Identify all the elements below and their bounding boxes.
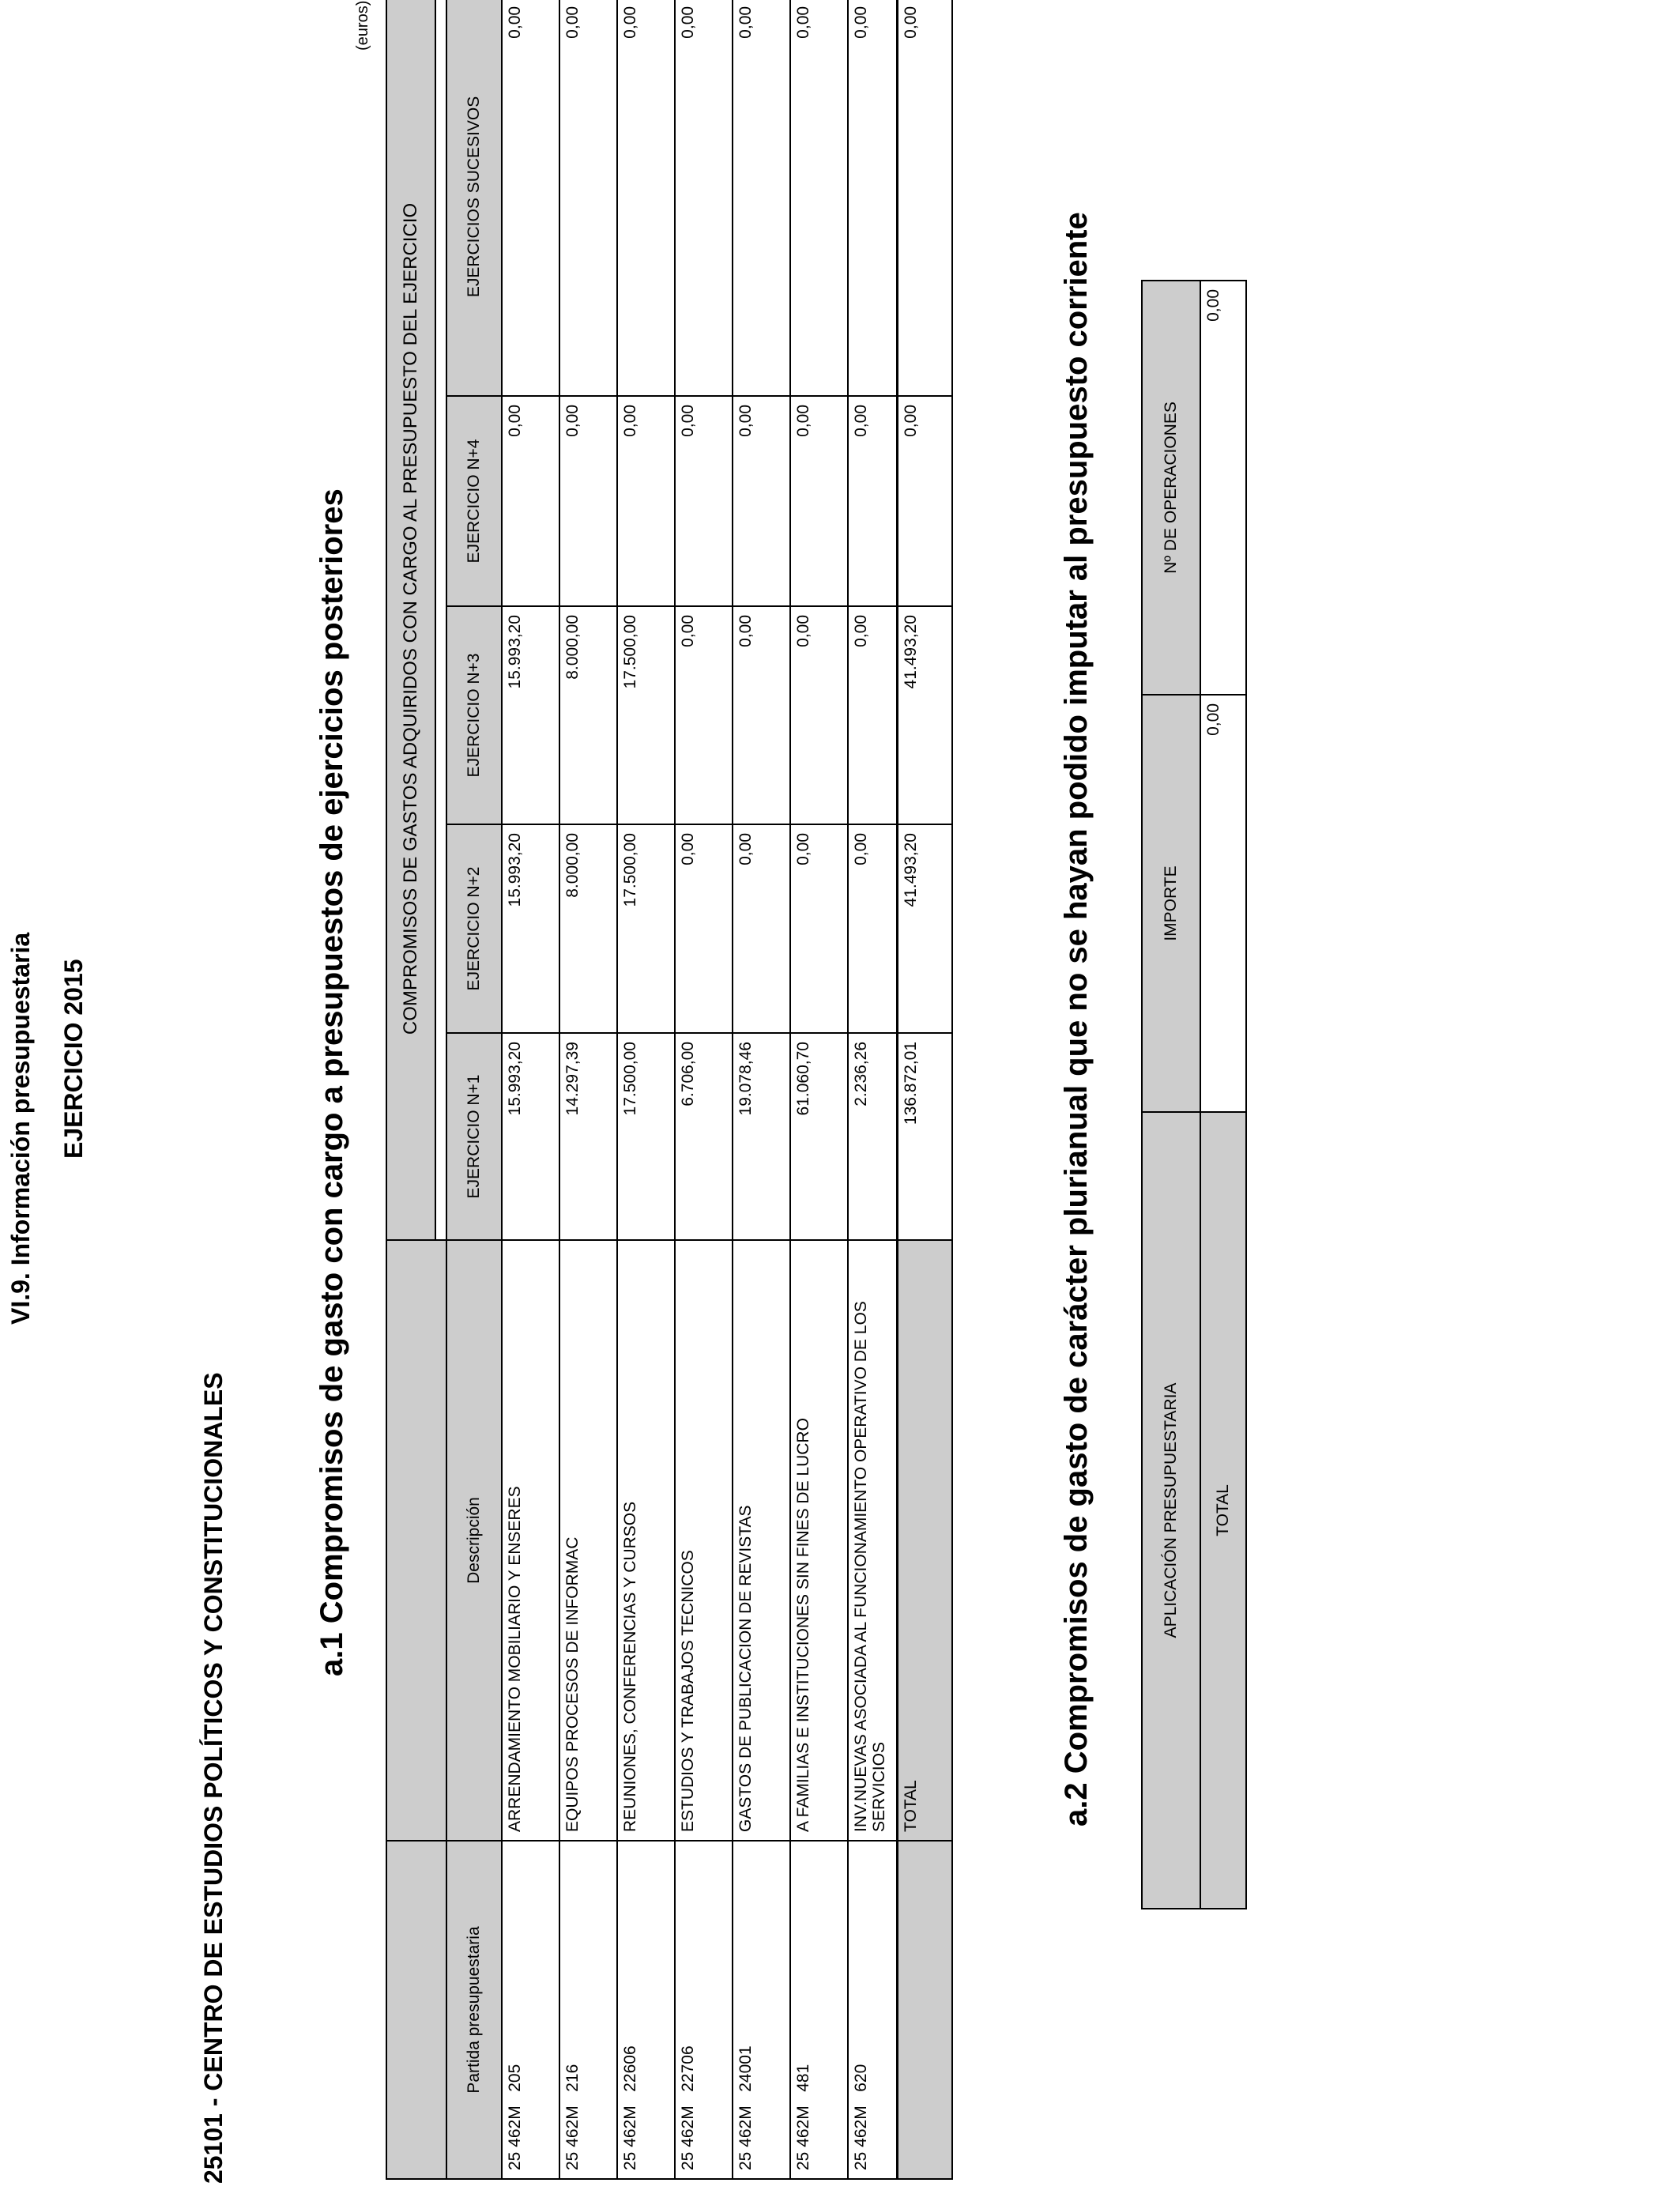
header-n1: EJERCICIO N+1 [446, 1033, 502, 1240]
header-n4: EJERCICIO N+4 [446, 396, 502, 606]
n3-cell: 0,00 [733, 606, 790, 824]
table-row [848, 0, 897, 2179]
partida-cell: 25 462M 481 [790, 1841, 848, 2179]
total-n2: 41.493,20 [897, 824, 952, 1033]
n4-cell: 0,00 [502, 396, 559, 606]
n2-cell: 17.500,00 [617, 824, 675, 1033]
n1-cell: 15.993,20 [502, 1033, 559, 1240]
header-n3: EJERCICIO N+3 [446, 606, 502, 824]
organismo-title: 25101 - CENTRO DE ESTUDIOS POLÍTICOS Y CONSTITUCIONALES [199, 1372, 228, 2184]
descripcion-cell: REUNIONES, CONFERENCIAS Y CURSOS [617, 1240, 675, 1841]
table-row [675, 0, 733, 2179]
n2-cell: 8.000,00 [559, 824, 617, 1033]
total-sucesivos: 0,00 [897, 0, 952, 396]
a2-plurianual-table [1141, 280, 1247, 1909]
n4-cell: 0,00 [617, 396, 675, 606]
header-partida: Partida presupuestaria [446, 1841, 502, 2179]
sucesivos-cell: 0,00 [733, 0, 790, 396]
total-n1: 136.872,01 [897, 1033, 952, 1240]
total-row [897, 0, 952, 2179]
header-aplicacion: APLICACIÓN PRESUPUESTARIA [1142, 1112, 1200, 1909]
descripcion-cell: ARRENDAMIENTO MOBILIARIO Y ENSERES [502, 1240, 559, 1841]
n3-cell: 0,00 [790, 606, 848, 824]
sucesivos-cell: 0,00 [502, 0, 559, 396]
table-row [790, 0, 848, 2179]
header-n2: EJERCICIO N+2 [446, 824, 502, 1033]
n3-cell: 0,00 [848, 606, 897, 824]
n1-cell: 19.078,46 [733, 1033, 790, 1240]
sucesivos-cell: 0,00 [617, 0, 675, 396]
a1-section-title: a.1 Compromisos de gasto con cargo a presupuestos de ejercicios posteriores [315, 488, 349, 1676]
table-row [559, 0, 617, 2179]
n1-cell: 14.297,39 [559, 1033, 617, 1240]
table-row [617, 0, 675, 2179]
partida-cell: 25 462M 620 [848, 1841, 897, 2179]
partida-cell: 25 462M 216 [559, 1841, 617, 2179]
header-operaciones: Nº DE OPERACIONES [1142, 281, 1200, 695]
n1-cell: 2.236,26 [848, 1033, 897, 1240]
header-importe: IMPORTE [1142, 695, 1200, 1112]
group-header: COMPROMISOS DE GASTOS ADQUIRIDOS CON CARGO AL PRESUPUESTO DEL EJERCICIO [386, 0, 435, 1240]
blank-header-cell [386, 1240, 446, 1841]
total-label: TOTAL [897, 1240, 952, 1841]
n4-cell: 0,00 [733, 396, 790, 606]
total-blank-cell [897, 1841, 952, 2179]
table-row [502, 0, 559, 2179]
header-descripcion: Descripción [446, 1240, 502, 1841]
n2-cell: 15.993,20 [502, 824, 559, 1033]
sucesivos-cell: 0,00 [675, 0, 733, 396]
table-row [733, 0, 790, 2179]
partida-cell: 25 462M 24001 [733, 1841, 790, 2179]
total-n4: 0,00 [897, 396, 952, 606]
partida-cell: 25 462M 22606 [617, 1841, 675, 2179]
blank-header-cell [386, 1841, 446, 2179]
units-label: (euros) [354, 0, 371, 51]
n3-cell: 15.993,20 [502, 606, 559, 824]
n3-cell: 8.000,00 [559, 606, 617, 824]
a2-total-row [1200, 281, 1246, 1909]
sucesivos-cell: 0,00 [559, 0, 617, 396]
n1-cell: 6.706,00 [675, 1033, 733, 1240]
n3-cell: 0,00 [675, 606, 733, 824]
n1-cell: 61.060,70 [790, 1033, 848, 1240]
a2-total-label: TOTAL [1200, 1112, 1246, 1909]
a1-commitments-table [386, 0, 953, 2180]
descripcion-cell: A FAMILIAS E INSTITUCIONES SIN FINES DE LUCRO [790, 1240, 848, 1841]
partida-cell: 25 462M 205 [502, 1841, 559, 2179]
n4-cell: 0,00 [675, 396, 733, 606]
descripcion-cell: ESTUDIOS Y TRABAJOS TECNICOS [675, 1240, 733, 1841]
n4-cell: 0,00 [848, 396, 897, 606]
sucesivos-cell: 0,00 [848, 0, 897, 396]
section-title: VI.9. Información presupuestaria [6, 932, 35, 1325]
n4-cell: 0,00 [559, 396, 617, 606]
total-n3: 41.493,20 [897, 606, 952, 824]
a2-section-title: a.2 Compromisos de gasto de carácter plurianual que no se hayan podido imputar al presupuesto corriente [1059, 212, 1094, 1826]
n1-cell: 17.500,00 [617, 1033, 675, 1240]
n2-cell: 0,00 [790, 824, 848, 1033]
descripcion-cell: INV.NUEVAS ASOCIADA AL FUNCIONAMIENTO OPERATIVO DE LOS SERVICIOS [848, 1240, 897, 1841]
partida-cell: 25 462M 22706 [675, 1841, 733, 2179]
header-sucesivos: EJERCICIOS SUCESIVOS [446, 0, 502, 396]
n2-cell: 0,00 [733, 824, 790, 1033]
n2-cell: 0,00 [675, 824, 733, 1033]
a2-total-importe: 0,00 [1200, 695, 1246, 1112]
descripcion-cell: GASTOS DE PUBLICACION DE REVISTAS [733, 1240, 790, 1841]
descripcion-cell: EQUIPOS PROCESOS DE INFORMAC [559, 1240, 617, 1841]
sucesivos-cell: 0,00 [790, 0, 848, 396]
n2-cell: 0,00 [848, 824, 897, 1033]
a2-total-operaciones: 0,00 [1200, 281, 1246, 695]
ejercicio-title: EJERCICIO 2015 [59, 959, 88, 1159]
n4-cell: 0,00 [790, 396, 848, 606]
n3-cell: 17.500,00 [617, 606, 675, 824]
